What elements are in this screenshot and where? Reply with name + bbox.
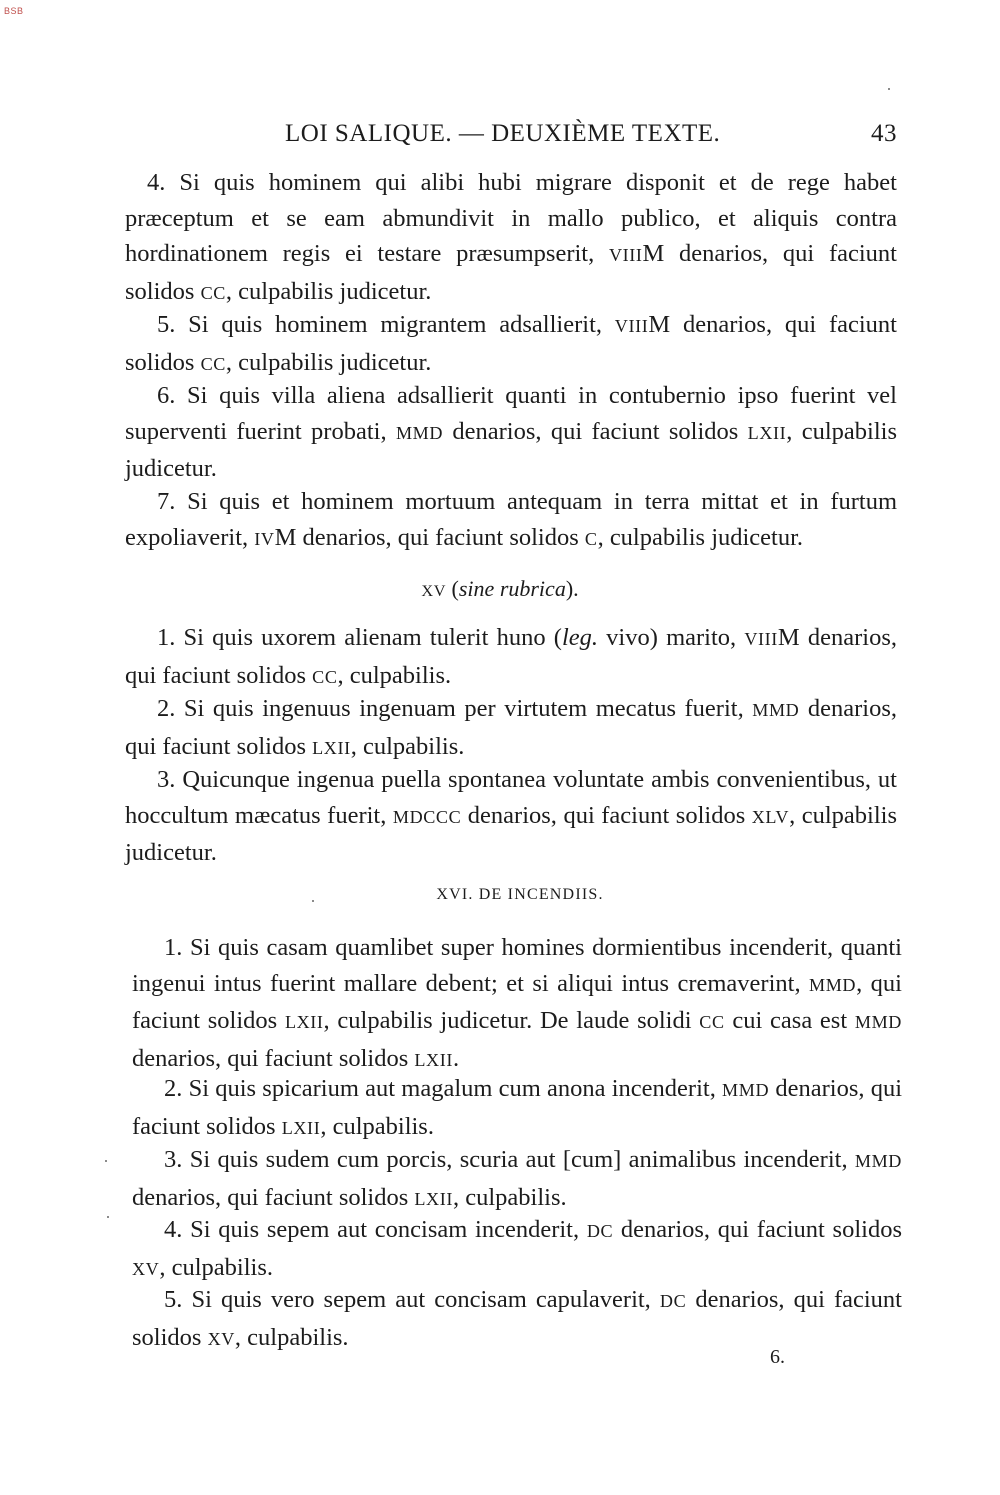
paragraph-6: 6. Si quis villa aliena adsallierit quanti in contubernio ipso fuerint vel superventi fuerint probati, MMD denarios, qui faciunt solidos LXII, culpabilis judicetur. [125,382,897,482]
xv-paragraph-3: 3. Quicunque ingenua puella spontanea voluntate ambis convenientibus, ut hoccultum mæcatus fuerit, MDCCC denarios, qui faciunt solidos XLV, culpabilis judicetur. [125,766,897,866]
paper-speck [312,900,314,902]
paragraph-4: 4. Si quis hominem qui alibi hubi migrare disponit et de rege habet præceptum et se eam abmundivit in mallo publico, et aliquis contra hordinationem regis ei testare præsumpserit, VIIIM denarios, qui faciunt solidos CC, culpabilis judicetur. [125,169,897,305]
paragraph-5: 5. Si quis hominem migrantem adsallierit, VIIIM denarios, qui faciunt solidos CC, culpabilis judicetur. [125,311,897,376]
section-heading-xv: XV (sine rubrica). [421,576,579,601]
xv-paragraph-1: 1. Si quis uxorem alienam tulerit huno (leg. vivo) marito, VIIIM denarios, qui faciunt solidos CC, culpabilis. [125,624,897,689]
paper-speck [107,1216,109,1218]
xvi-paragraph-3: 3. Si quis sudem cum porcis, scuria aut [cum] animalibus incenderit, MMD denarios, qui faciunt solidos LXII, culpabilis. [132,1146,902,1211]
section-heading-xvi: XVI. DE INCENDIIS. [436,886,604,903]
signature-mark: 6. [770,1346,785,1368]
running-header [285,120,897,148]
xvi-paragraph-2: 2. Si quis spicarium aut magalum cum anona incenderit, MMD denarios, qui faciunt solidos LXII, culpabilis. [132,1075,902,1140]
page-number: 43 [871,120,897,147]
xv-paragraph-2: 2. Si quis ingenuus ingenuam per virtutem mecatus fuerit, MMD denarios, qui faciunt solidos LXII, culpabilis. [125,695,897,760]
xvi-paragraph-4: 4. Si quis sepem aut concisam incenderit, DC denarios, qui faciunt solidos XV, culpabilis. [132,1216,902,1281]
xvi-paragraph-1: 1. Si quis casam quamlibet super homines dormientibus incenderit, quanti ingenui intus fuerint mallare debent; et si aliqui intus cremaverint, MMD, qui faciunt solidos LXII, culpabilis judicetur. De laude solidi CC cui casa est MMD denarios, qui faciunt solidos LXII. [132,934,902,1072]
paragraph-7: 7. Si quis et hominem mortuum antequam in terra mittat et in furtum expoliaverit, IVM denarios, qui faciunt solidos C, culpabilis judicetur. [125,488,897,551]
paper-speck [888,88,890,90]
library-stamp: BSB [4,6,24,16]
paper-speck [105,1160,107,1162]
running-title: LOI SALIQUE. — DEUXIÈME TEXTE. [285,120,721,147]
xvi-paragraph-5: 5. Si quis vero sepem aut concisam capulaverit, DC denarios, qui faciunt solidos XV, culpabilis. [132,1286,902,1351]
